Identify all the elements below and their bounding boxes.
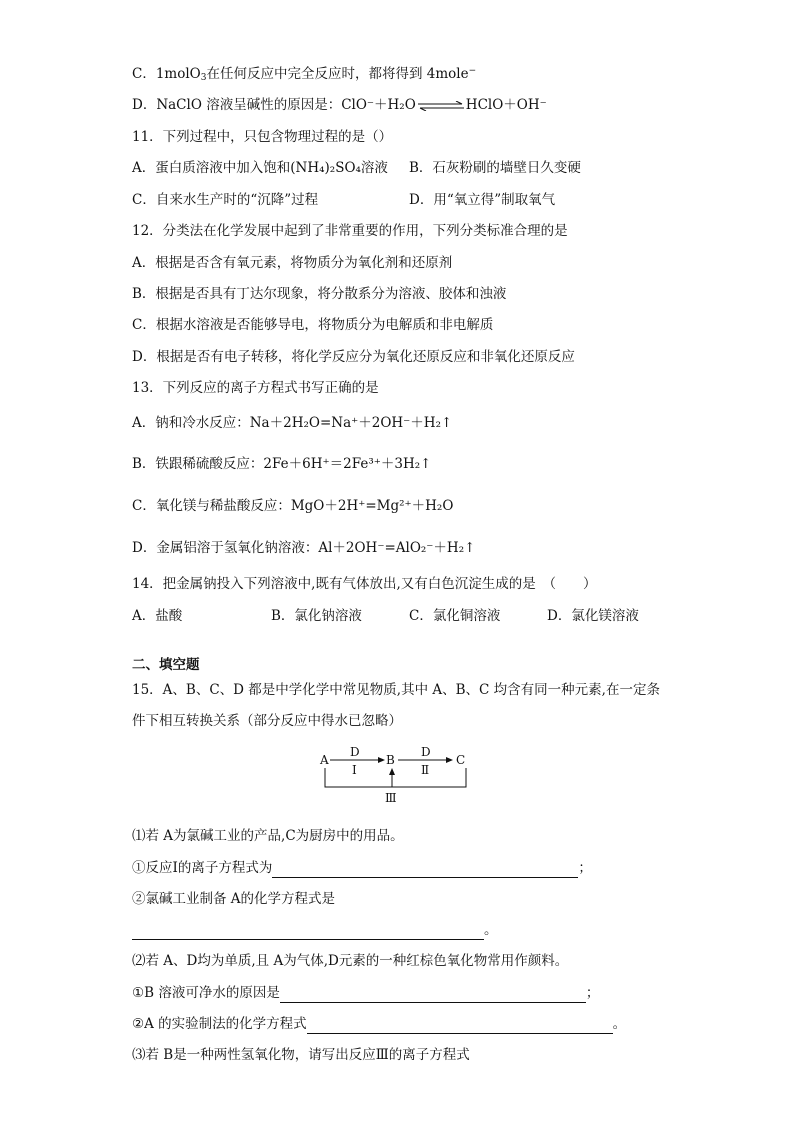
q15-stem-line1: 15．A、B、C、D 都是中学化学中常见物质,其中 A、B、C 均含有同一种元素,在一定条	[132, 682, 660, 698]
q12-option-c: C．根据水溶液是否能够导电，将物质分为电解质和非电解质	[132, 317, 494, 333]
q11-option-a: A．蛋白质溶液中加入饱和(NH₄)₂SO₄溶液	[132, 160, 388, 176]
answer-blank[interactable]	[280, 988, 586, 1003]
q15-part2-q2-end: 。	[612, 1016, 627, 1032]
answer-blank[interactable]	[132, 925, 484, 940]
diagram-label-iii: Ⅲ	[385, 791, 397, 805]
diagram-arrowhead-3	[389, 768, 395, 775]
q15-part2-q2-label: ②A 的实验制法的化学方程式	[132, 1016, 307, 1032]
q15-stem-line2: 件下相互转换关系（部分反应中得水已忽略）	[132, 713, 402, 729]
q11-option-c: C．自来水生产时的“沉降”过程	[132, 192, 319, 208]
q15-part2-stem: ⑵若 A、D均为单质,且 A为气体,D元素的一种红棕色氧化物常用作颜料。	[132, 953, 569, 969]
q15-part1-q2-end: 。	[484, 922, 498, 938]
q15-part1-stem: ⑴若 A为氯碱工业的产品,C为厨房中的用品。	[132, 828, 404, 844]
diagram-label-d2: D	[421, 745, 431, 759]
q11-stem: 11．下列过程中，只包含物理过程的是（）	[132, 129, 393, 145]
diagram-arrowhead-1	[378, 757, 385, 763]
diagram-node-a: A	[320, 753, 329, 767]
q10-option-d	[132, 95, 547, 115]
q15-part2-q2	[132, 1014, 626, 1034]
diagram-node-b: B	[386, 753, 395, 767]
q15-part2-q1-label: ①B 溶液可净水的原因是	[132, 985, 280, 1001]
q13-stem: 13．下列反应的离子方程式书写正确的是	[132, 380, 379, 396]
q11-option-d: D．用“氧立得”制取氧气	[409, 192, 556, 208]
diagram-node-c: C	[456, 753, 466, 767]
q12-option-b: B．根据是否具有丁达尔现象，将分散系分为溶液、胶体和浊液	[132, 286, 507, 302]
diagram-label-d1: D	[350, 745, 360, 759]
q12-stem: 12．分类法在化学发展中起到了非常重要的作用，下列分类标准合理的是	[132, 223, 568, 239]
answer-blank[interactable]	[307, 1019, 613, 1034]
q14-stem: 14．把金属钠投入下列溶液中,既有气体放出,又有白色沉淀生成的是 （ ）	[132, 576, 597, 592]
q10-option-c: C．1molO$_3$在任何反应中完全反应时，都将得到 4mole−	[132, 66, 477, 83]
answer-blank[interactable]	[272, 863, 578, 878]
q15-part1-q1-end: ；	[578, 860, 592, 876]
q13-option-c: C．氧化镁与稀盐酸反应：MgO＋2H⁺=Mg²⁺＋H₂O	[132, 498, 454, 514]
q15-part1-q2-answer	[132, 920, 498, 940]
q10-option-d-suffix: HClO＋OH⁻	[465, 97, 547, 113]
diagram-bracket	[325, 768, 466, 787]
q14-option-a: A．盐酸	[132, 608, 183, 624]
section-title: 二、填空题	[132, 657, 200, 673]
q13-option-a: A．钠和冷水反应：Na＋2H₂O=Na⁺＋2OH⁻＋H₂↑	[132, 415, 453, 431]
q13-option-d: D．金属铝溶于氢氧化钠溶液：Al＋2OH⁻=AlO₂⁻＋H₂↑	[132, 540, 476, 556]
diagram-label-ii: Ⅱ	[421, 763, 430, 777]
q15-part2-q1-end: ；	[585, 985, 600, 1001]
q15-part1-q1	[132, 858, 592, 878]
diagram-arrowhead-2	[446, 757, 453, 763]
q14-option-d: D．氯化镁溶液	[547, 608, 639, 624]
q12-option-a: A．根据是否含有氧元素，将物质分为氧化剂和还原剂	[132, 255, 453, 271]
q11-option-b: B．石灰粉刷的墙壁日久变硬	[409, 160, 581, 176]
q15-reaction-diagram	[318, 744, 478, 806]
q10-option-d-prefix: D．NaClO 溶液呈碱性的原因是：ClO⁻＋H₂O	[132, 97, 416, 113]
q13-option-b: B．铁跟稀硫酸反应：2Fe＋6H⁺＝2Fe³⁺＋3H₂↑	[132, 456, 432, 472]
q15-part1-q1-label: ①反应Ⅰ的离子方程式为	[132, 860, 273, 876]
q14-option-c: C．氯化铜溶液	[409, 608, 501, 624]
q15-part3-stem: ⑶若 B是一种两性氢氧化物，请写出反应Ⅲ的离子方程式	[132, 1047, 470, 1063]
q12-option-d: D．根据是否有电子转移，将化学反应分为氧化还原反应和非氧化还原反应	[132, 349, 575, 365]
q15-part1-q2: ②氯碱工业制备 A的化学方程式是	[132, 891, 336, 907]
q15-part2-q1	[132, 983, 599, 1003]
diagram-label-i: Ⅰ	[352, 763, 357, 777]
q14-option-b: B．氯化钠溶液	[271, 608, 362, 624]
reversible-arrow-icon	[418, 101, 464, 111]
